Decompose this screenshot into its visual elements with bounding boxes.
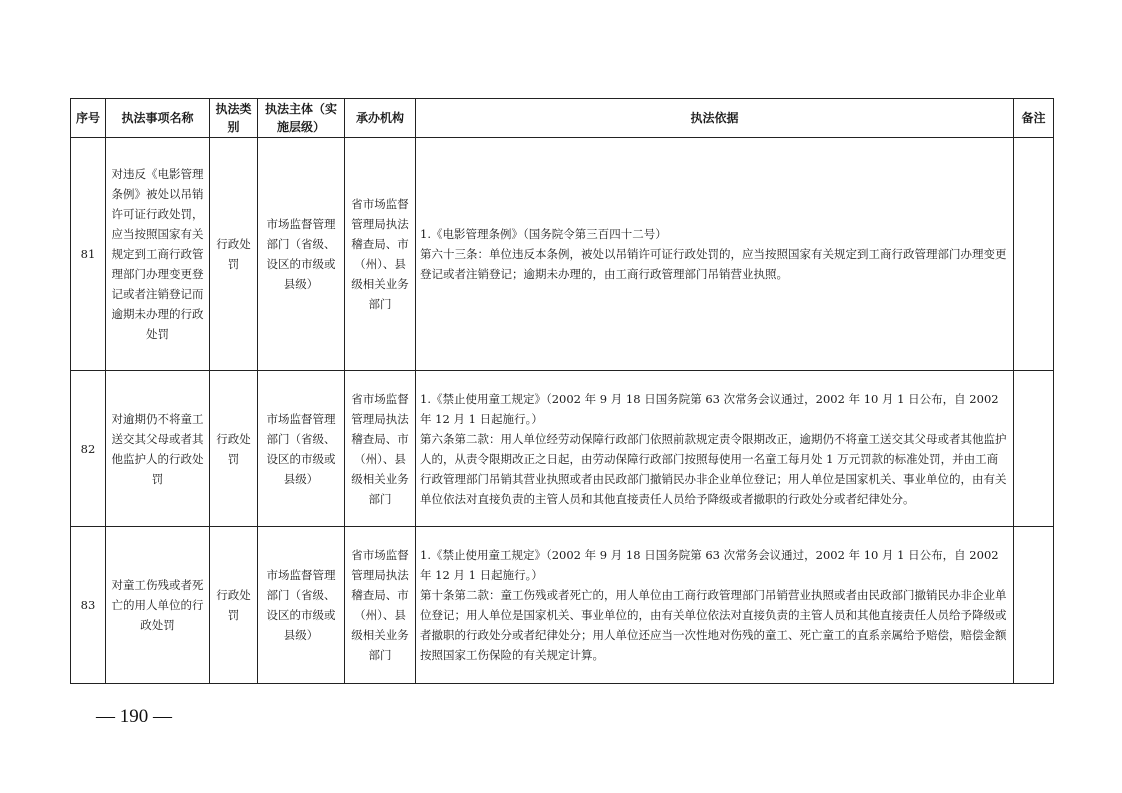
row-agency: 省市场监督管理局执法稽查局、市（州）、县级相关业务部门 (345, 527, 416, 684)
basis-title: 1.《禁止使用童工规定》（2002 年 9 月 18 日国务院第 63 次常务会议通过，2002 年 10 月 1 日公布，自 2002 年 12 月 1 日起施行。） (420, 548, 999, 582)
basis-title: 1.《禁止使用童工规定》（2002 年 9 月 18 日国务院第 63 次常务会议通过，2002 年 10 月 1 日公布，自 2002 年 12 月 1 日起施行。） (420, 391, 999, 426)
header-basis: 执法依据 (416, 99, 1014, 138)
row-subject: 市场监督管理部门（省级、设区的市级或县级） (258, 138, 345, 371)
row-item: 对违反《电影管理条例》被处以吊销许可证行政处罚，应当按照国家有关规定到工商行政管理部门办理变更登记或者注销登记而逾期未办理的行政处罚 (106, 138, 210, 371)
row-category: 行政处罚 (210, 527, 258, 684)
header-note: 备注 (1014, 99, 1054, 138)
table-row (71, 527, 1054, 684)
header-agency: 承办机构 (345, 99, 416, 138)
basis-clause: 第十条第二款：童工伤残或者死亡的，用人单位由工商行政管理部门吊销营业执照或者由民政部门撤销民办非企业单位登记；用人单位是国家机关、事业单位的，由有关单位依法对直接负责的主管人员和其他直接责任人员给予降级或者撤职的行政处分或者纪律处分；用人单位还应当一次性地对伤残的童工、死亡童工的直系亲属给予赔偿，赔偿金额按照国家工伤保险的有关规定计算。 (420, 588, 1007, 662)
row-subject: 市场监督管理部门（省级、设区的市级或县级） (258, 527, 345, 684)
row-seq: 82 (71, 371, 106, 527)
row-seq: 83 (71, 527, 106, 684)
header-seq: 序号 (71, 99, 106, 138)
row-subject: 市场监督管理部门（省级、设区的市级或县级） (258, 371, 345, 527)
basis-clause: 第六十三条：单位违反本条例，被处以吊销许可证行政处罚的，应当按照国家有关规定到工商行政管理部门办理变更登记或者注销登记；逾期未办理的，由工商行政管理部门吊销营业执照。 (420, 247, 1007, 281)
basis-clause: 第六条第二款：用人单位经劳动保障行政部门依照前款规定责令限期改正，逾期仍不将童工送交其父母或者其他监护人的，从责令限期改正之日起，由劳动保障行政部门按照每使用一名童工每月处 1 万元罚款的标准处罚，并由工商行政管理部门吊销其营业执照或者由民政部门撤销民办非企业单位登记；用人单位是国家机关、事业单位的，由有关单位依法对直接负责的主管人员和其他直接责任人员给予降级或者撤职的行政处分或者纪律处分。 (420, 431, 1007, 506)
row-note (1014, 527, 1054, 684)
header-item: 执法事项名称 (106, 99, 210, 138)
row-basis (416, 371, 1014, 527)
row-basis (416, 138, 1014, 371)
row-category: 行政处罚 (210, 138, 258, 371)
row-note (1014, 371, 1054, 527)
table-row (71, 138, 1054, 371)
row-agency: 省市场监督管理局执法稽查局、市（州）、县级相关业务部门 (345, 371, 416, 527)
enforcement-table (70, 98, 1054, 684)
row-item: 对童工伤残或者死亡的用人单位的行政处罚 (106, 527, 210, 684)
row-item: 对逾期仍不将童工送交其父母或者其他监护人的行政处罚 (106, 371, 210, 527)
header-row (71, 99, 1054, 138)
row-seq: 81 (71, 138, 106, 371)
row-agency: 省市场监督管理局执法稽查局、市（州）、县级相关业务部门 (345, 138, 416, 371)
row-basis (416, 527, 1014, 684)
basis-title: 1.《电影管理条例》（国务院令第三百四十二号） (420, 227, 667, 241)
page-number: — 190 — (96, 706, 172, 727)
row-category: 行政处罚 (210, 371, 258, 527)
table-row (71, 371, 1054, 527)
header-subject: 执法主体（实施层级） (258, 99, 345, 138)
header-category: 执法类别 (210, 99, 258, 138)
row-note (1014, 138, 1054, 371)
